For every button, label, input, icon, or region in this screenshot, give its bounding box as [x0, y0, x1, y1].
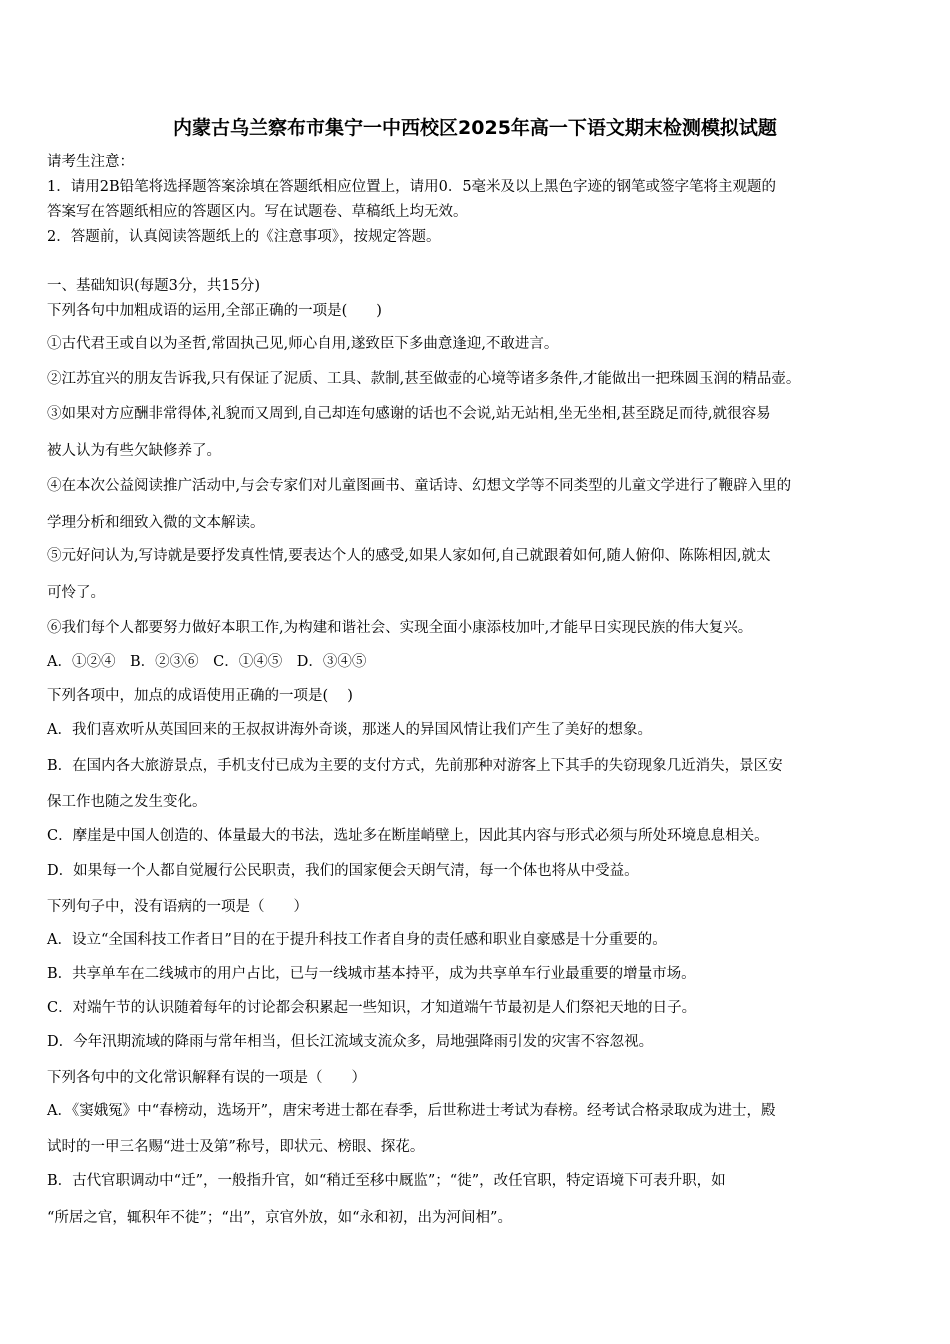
- question-3-option-b: B．共享单车在二线城市的用户占比，已与一线城市基本持平，成为共享单车行业最重要的增量市场。: [47, 966, 696, 982]
- question-2-option-b-line-1: B．在国内各大旅游景点，手机支付已成为主要的支付方式，先前那种对游客上下其手的失窃现象几近消失，景区安: [47, 758, 783, 774]
- question-3-stem: 下列句子中，没有语病的一项是（ ）: [47, 899, 308, 915]
- question-1-sentence-3-line-2: 被人认为有些欠缺修养了。: [47, 443, 221, 459]
- question-4-option-b-line-2: “所居之官，辄积年不徙”；“出”，京官外放，如“永和初，出为河间相”。: [47, 1210, 512, 1226]
- question-1-sentence-2: ②江苏宜兴的朋友告诉我,只有保证了泥质、工具、款制,甚至做壶的心境等诸多条件,才能做出一把珠圆玉润的精品壶。: [47, 371, 801, 387]
- question-1-stem: 下列各句中加粗成语的运用,全部正确的一项是( ): [47, 303, 382, 319]
- question-4-option-b-line-1: B．古代官职调动中“迁”，一般指升官，如“稍迁至移中厩监”；“徙”，改任官职，特定语境下可表升职，如: [47, 1173, 726, 1189]
- question-1-sentence-4-line-1: ④在本次公益阅读推广活动中,与会专家们对儿童图画书、童话诗、幻想文学等不同类型的儿童文学进行了鞭辟入里的: [47, 478, 792, 494]
- question-1-sentence-1: ①古代君王或自以为圣哲,常固执己见,师心自用,遂致臣下多曲意逢迎,不敢进言。: [47, 336, 559, 352]
- question-1-sentence-3-line-1: ③如果对方应酬非常得体,礼貌而又周到,自己却连句感谢的话也不会说,站无站相,坐无坐相,甚至跷足而待,就很容易: [47, 406, 771, 422]
- question-4-option-a-line-2: 试时的一甲三名赐“进士及第”称号，即状元、榜眼、探花。: [47, 1139, 425, 1155]
- question-4-stem: 下列各句中的文化常识解释有误的一项是（ ）: [47, 1070, 366, 1086]
- question-2-option-a: A．我们喜欢听从英国回来的王叔叔讲海外奇谈，那迷人的异国风情让我们产生了美好的想象。: [47, 722, 652, 738]
- question-2-option-b-line-2: 保工作也随之发生变化。: [47, 794, 207, 810]
- notice-heading: 请考生注意：: [47, 154, 134, 170]
- question-1-sentence-5-line-2: 可怜了。: [47, 585, 105, 601]
- question-4-option-a-line-1: A．《窦娥冤》中“春榜动，选场开”，唐宋考进士都在春季，后世称进士考试为春榜。经考试合格录取成为进士，殿: [47, 1103, 776, 1119]
- question-1-sentence-6: ⑥我们每个人都要努力做好本职工作,为构建和谐社会、实现全面小康添枝加叶,才能早日实现民族的伟大复兴。: [47, 620, 753, 636]
- question-2-stem: 下列各项中，加点的成语使用正确的一项是( ): [47, 688, 353, 704]
- notice-item-1-line-1: 1．请用2B铅笔将选择题答案涂填在答题纸相应位置上，请用0．5毫米及以上黑色字迹的钢笔或签字笔将主观题的: [47, 179, 777, 195]
- notice-item-2: 2．答题前，认真阅读答题纸上的《注意事项》，按规定答题。: [47, 229, 441, 245]
- question-3-option-a: A．设立“全国科技工作者日”目的在于提升科技工作者自身的责任感和职业自豪感是十分重要的。: [47, 932, 667, 948]
- question-1-sentence-4-line-2: 学理分析和细致入微的文本解读。: [47, 515, 265, 531]
- question-2-option-c: C．摩崖是中国人创造的、体量最大的书法，选址多在断崖峭壁上，因此其内容与形式必须与所处环境息息相关。: [47, 828, 769, 844]
- question-3-option-c: C．对端午节的认识随着每年的讨论都会积累起一些知识，才知道端午节最初是人们祭祀天地的日子。: [47, 1000, 697, 1016]
- question-3-option-d: D．今年汛期流域的降雨与常年相当，但长江流域支流众多，局地强降雨引发的灾害不容忽视。: [47, 1034, 654, 1050]
- notice-item-1-line-2: 答案写在答题纸相应的答题区内。写在试题卷、草稿纸上均无效。: [47, 204, 468, 220]
- question-1-sentence-5-line-1: ⑤元好问认为,写诗就是要抒发真性情,要表达个人的感受,如果人家如何,自己就跟着如何,随人俯仰、陈陈相因,就太: [47, 548, 771, 564]
- section-heading: 一、基础知识(每题3分，共15分): [47, 278, 260, 294]
- page-title: 内蒙古乌兰察布市集宁一中西校区2025年高一下语文期末检测模拟试题: [173, 117, 777, 139]
- question-1-options: A．①②④ B．②③⑥ C．①④⑤ D．③④⑤: [47, 654, 367, 670]
- question-2-option-d: D．如果每一个人都自觉履行公民职责，我们的国家便会天朗气清，每一个体也将从中受益。: [47, 863, 639, 879]
